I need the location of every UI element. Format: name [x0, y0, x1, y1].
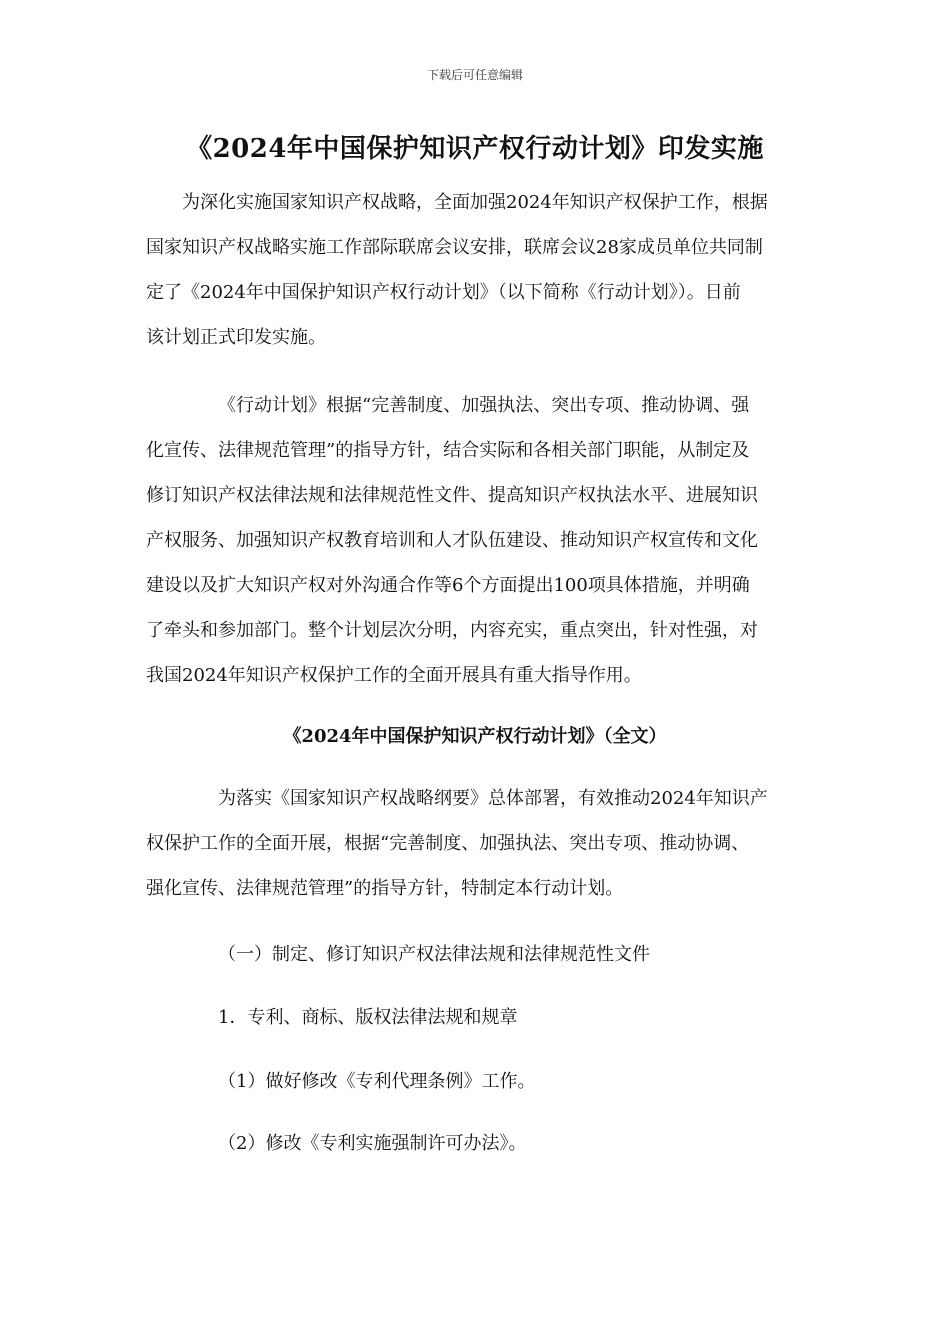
fulltext-intro-paragraph: [146, 776, 808, 911]
section-subtitle: 《2024年中国保护知识产权行动计划》（全文）: [283, 726, 667, 747]
text-line: 《行动计划》根据“完善制度、加强执法、突出专项、推动协调、强: [218, 395, 750, 416]
page-title: 《2024年中国保护知识产权行动计划》印发实施: [186, 134, 764, 164]
text-line: 建设以及扩大知识产权对外沟通合作等6个方面提出100项具体措施，并明确: [146, 575, 750, 596]
list-item: （1）做好修改《专利代理条例》工作。: [218, 1071, 536, 1092]
text-line: 我国2024年知识产权保护工作的全面开展具有重大指导作用。: [146, 665, 642, 686]
summary-paragraph: [146, 383, 808, 698]
subsection-heading: 1．专利、商标、版权法律法规和规章: [218, 1007, 518, 1028]
text-line: 该计划正式印发实施。: [146, 327, 326, 348]
text-line: 产权服务、加强知识产权教育培训和人才队伍建设、推动知识产权宣传和文化: [146, 530, 758, 551]
text-line: 权保护工作的全面开展，根据“完善制度、加强执法、突出专项、推动协调、: [146, 833, 750, 854]
header-note: 下载后可任意编辑: [426, 68, 523, 82]
text-line: 为深化实施国家知识产权战略，全面加强2024年知识产权保护工作，根据: [182, 192, 768, 213]
text-line: 为落实《国家知识产权战略纲要》总体部署，有效推动2024年知识产: [218, 788, 768, 809]
intro-paragraph: [146, 180, 808, 360]
text-line: 化宣传、法律规范管理”的指导方针，结合实际和各相关部门职能，从制定及: [146, 440, 750, 461]
section-heading: （一）制定、修订知识产权法律法规和法律规范性文件: [218, 944, 650, 965]
text-line: 了牵头和参加部门。整个计划层次分明，内容充实，重点突出，针对性强，对: [146, 620, 758, 641]
text-line: 修订知识产权法律法规和法律规范性文件、提高知识产权执法水平、进展知识: [146, 485, 758, 506]
text-line: 定了《2024年中国保护知识产权行动计划》（以下简称《行动计划》）。日前: [146, 282, 741, 303]
list-item: （2）修改《专利实施强制许可办法》。: [218, 1133, 527, 1154]
text-line: 国家知识产权战略实施工作部际联席会议安排，联席会议28家成员单位共同制: [146, 237, 763, 258]
text-line: 强化宣传、法律规范管理”的指导方针，特制定本行动计划。: [146, 878, 624, 899]
